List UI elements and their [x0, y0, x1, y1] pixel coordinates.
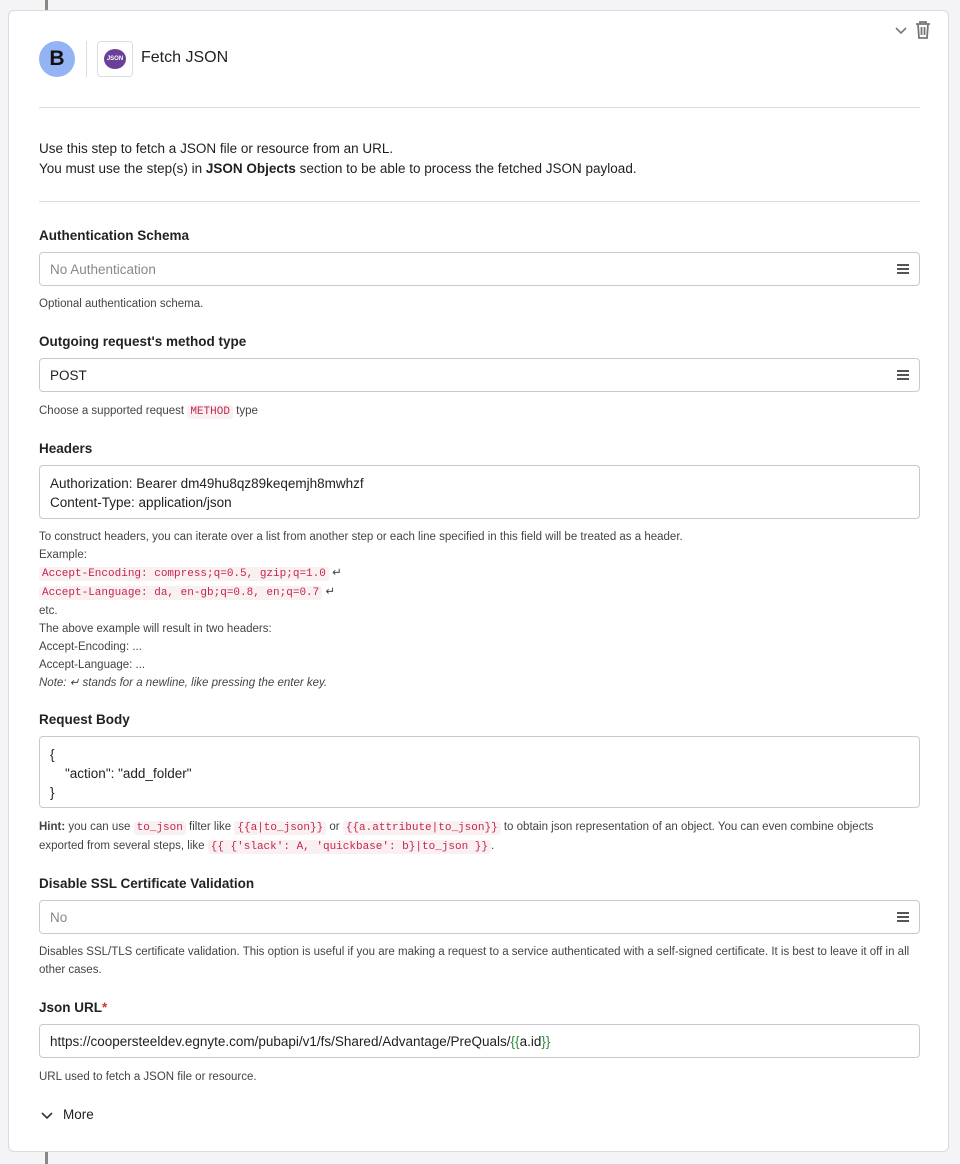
description-line: Use this step to fetch a JSON file or resource from an URL.: [39, 141, 394, 156]
step-title: Fetch JSON: [141, 49, 229, 66]
code: {{ {'slack': A, 'quickbase': b}|to_json }}: [208, 840, 491, 854]
required-marker: *: [102, 1000, 108, 1015]
chevron-down-icon: [41, 1109, 53, 1121]
url-label: [39, 1000, 107, 1015]
template-var: a.id: [519, 1033, 542, 1049]
text: .: [491, 840, 495, 852]
code: Accept-Language: da, en-gb;q=0.8, en;q=0.7: [39, 586, 322, 600]
divider: [39, 201, 920, 202]
header-line: Content-Type: application/json: [50, 495, 232, 510]
divider: [86, 41, 87, 77]
text: You must use the step(s) in: [39, 161, 206, 176]
text: type: [232, 405, 258, 417]
menu-icon: [897, 912, 909, 922]
url-help: URL used to fetch a JSON file or resource.: [39, 1071, 257, 1083]
chevron-down-icon[interactable]: [894, 23, 908, 37]
help-line: etc.: [39, 605, 58, 617]
help-line: Accept-Language: ...: [39, 659, 146, 671]
headers-label: Headers: [39, 441, 93, 456]
trash-icon[interactable]: [914, 20, 932, 40]
menu-icon: [897, 264, 909, 274]
example-line: [39, 564, 683, 583]
code: Accept-Encoding: compress;q=0.5, gzip;q=1.0: [39, 567, 329, 581]
flow-connector: [45, 1152, 48, 1164]
more-toggle[interactable]: [41, 1107, 94, 1122]
text: to obtain json representation of an object. You can even combine objects exported from several steps, like: [39, 821, 874, 852]
template-brace: {{: [510, 1033, 520, 1049]
url-input[interactable]: [39, 1024, 920, 1058]
template-brace: }}: [541, 1033, 551, 1049]
card-controls: [894, 20, 932, 40]
step-description: [39, 139, 637, 179]
headers-help: [39, 528, 683, 692]
auth-help: Optional authentication schema.: [39, 298, 204, 310]
auth-label: Authentication Schema: [39, 228, 190, 243]
url-text: https://coopersteeldev.egnyte.com/pubapi/v1/fs/Shared/Advantage/PreQuals/: [50, 1033, 511, 1049]
code: METHOD: [187, 405, 233, 419]
json-logo: JSON: [104, 49, 126, 69]
step-card: [8, 10, 949, 1152]
header-line: Authorization: Bearer dm49hu8qz89keqemjh8mwhzf: [50, 476, 364, 491]
body-line: }: [50, 785, 55, 800]
help-note: Note: ↵ stands for a newline, like pressing the enter key.: [39, 677, 328, 689]
avatar: B: [39, 41, 75, 77]
divider: [39, 107, 920, 108]
auth-select[interactable]: [39, 252, 920, 286]
newline-icon: ↵: [325, 586, 336, 598]
code: {{a.attribute|to_json}}: [343, 821, 501, 835]
text: filter like: [185, 821, 235, 833]
method-select[interactable]: [39, 358, 920, 392]
body-line: {: [50, 747, 55, 762]
method-value: POST: [50, 367, 87, 383]
method-label: Outgoing request's method type: [39, 334, 247, 349]
more-label: More: [63, 1107, 94, 1122]
body-label: Request Body: [39, 712, 130, 727]
body-line: "action": "add_folder": [50, 766, 192, 781]
auth-placeholder: No Authentication: [50, 261, 156, 277]
ssl-placeholder: No: [50, 909, 68, 925]
method-help: [39, 402, 258, 421]
example-line: [39, 583, 683, 602]
help-line: To construct headers, you can iterate over a list from another step or each line specified in this field will be treated as a header.: [39, 531, 683, 543]
flow-connector: [45, 0, 48, 10]
menu-icon: [897, 370, 909, 380]
json-objects-ref: JSON Objects: [205, 161, 296, 176]
help-line: Accept-Encoding: ...: [39, 641, 142, 653]
hint-label: Hint:: [39, 821, 66, 833]
description-line: [39, 159, 637, 179]
text: you can use: [65, 821, 134, 833]
ssl-select[interactable]: [39, 900, 920, 934]
text: Json URL: [39, 1000, 103, 1015]
ssl-label: Disable SSL Certificate Validation: [39, 876, 255, 891]
help-line: Example:: [39, 549, 87, 561]
code: {{a|to_json}}: [234, 821, 326, 835]
newline-icon: ↵: [332, 567, 342, 579]
ssl-help: Disables SSL/TLS certificate validation. This option is useful if you are making a request to a service authenticated with a self-signed certificate. It is best to leave it off in all other cases.: [39, 946, 910, 976]
code: to_json: [134, 821, 186, 835]
text: section to be able to process the fetched JSON payload.: [295, 161, 637, 176]
text: Choose a supported request: [39, 405, 188, 417]
body-hint: [39, 818, 920, 856]
text: or: [326, 821, 343, 833]
headers-textarea[interactable]: [39, 465, 920, 519]
body-textarea[interactable]: [39, 736, 920, 808]
json-app-icon: [97, 41, 133, 77]
help-line: The above example will result in two headers:: [39, 623, 272, 635]
